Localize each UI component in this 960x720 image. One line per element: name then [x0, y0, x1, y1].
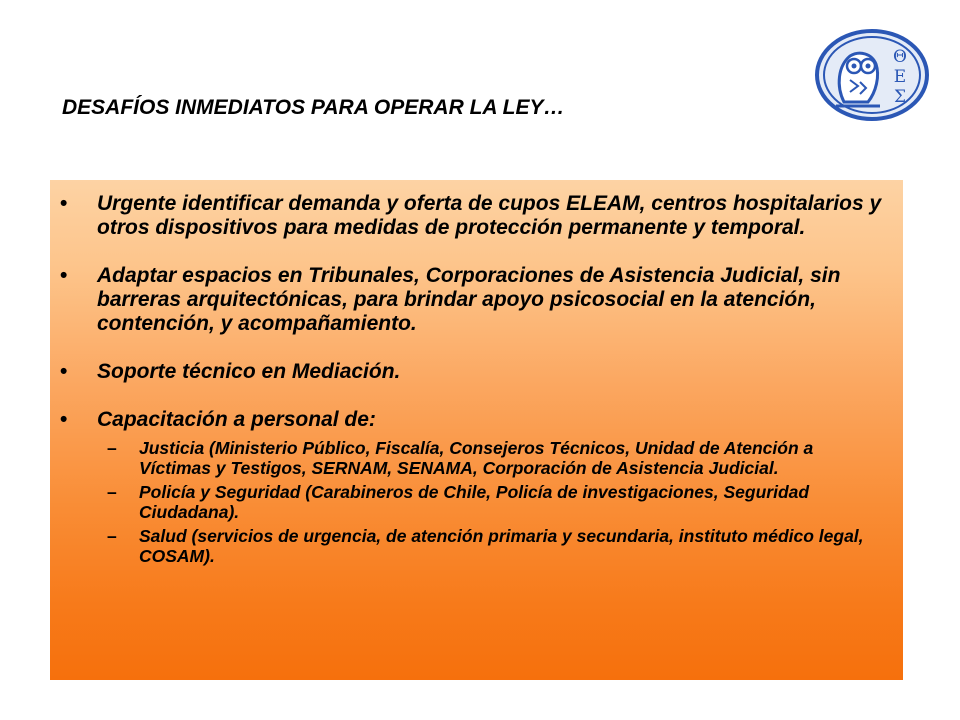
sub-marker: –: [107, 526, 117, 546]
bullet-text: Urgente identificar demanda y oferta de cupos ELEAM, centros hospitalarios y otros dispositivos para medidas de protección permanente y temporal.: [97, 192, 882, 239]
bullet-marker: •: [60, 408, 68, 431]
sub-marker: –: [107, 438, 117, 458]
bullet-text: Soporte técnico en Mediación.: [97, 360, 401, 383]
slide-title: DESAFÍOS INMEDIATOS PARA OPERAR LA LEY…: [62, 96, 565, 119]
content-panel: [50, 180, 903, 680]
bullet-item-capacitacion: [50, 408, 903, 566]
sub-list: [97, 438, 889, 566]
bullet-text: Adaptar espacios en Tribunales, Corporaciones de Asistencia Judicial, sin barreras arquitectónicas, para brindar apoyo psicosocial en la atención, contención, y acompañamiento.: [97, 264, 841, 335]
bullet-list: [50, 192, 903, 570]
svg-text:Θ: Θ: [893, 47, 907, 67]
sub-item-justicia: [97, 438, 889, 478]
owl-seal-logo: [814, 28, 930, 122]
bullet-item-eleam: [50, 192, 903, 240]
bullet-marker: •: [60, 264, 68, 287]
sub-item-text: Salud (servicios de urgencia, de atención primaria y secundaria, instituto médico legal, COSAM).: [139, 526, 864, 566]
bullet-text: Capacitación a personal de:: [97, 408, 376, 431]
sub-item-salud: [97, 526, 889, 566]
sub-item-text: Justicia (Ministerio Público, Fiscalía, Consejeros Técnicos, Unidad de Atención a Víctimas y Testigos, SERNAM, SENAMA, Corporación de Asistencia Judicial.: [139, 438, 814, 478]
sub-marker: –: [107, 482, 117, 502]
sub-item-policia: [97, 482, 889, 522]
bullet-item-mediacion: [50, 360, 903, 384]
bullet-item-espacios: [50, 264, 903, 336]
sub-item-text: Policía y Seguridad (Carabineros de Chile, Policía de investigaciones, Seguridad Ciudadana).: [139, 482, 810, 522]
bullet-marker: •: [60, 360, 68, 383]
bullet-marker: •: [60, 192, 68, 215]
svg-text:Ε: Ε: [893, 67, 907, 87]
svg-text:Σ: Σ: [893, 87, 907, 107]
